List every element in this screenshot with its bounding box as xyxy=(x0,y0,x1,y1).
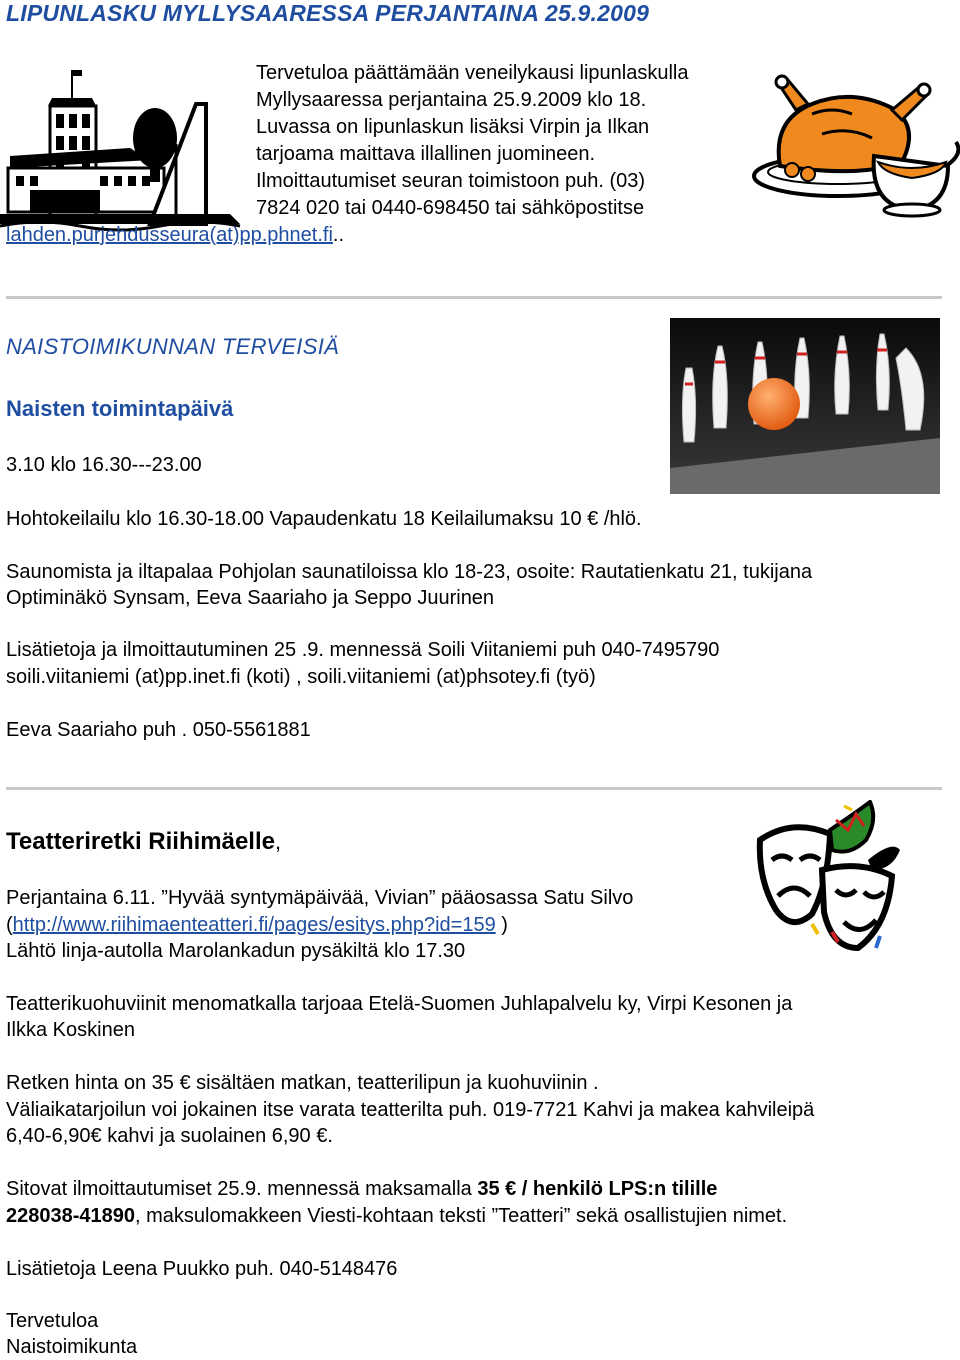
theatre-link[interactable]: http://www.riihimaenteatteri.fi/pages/esitys.php?id=159 xyxy=(12,914,496,936)
theatre-heading-suffix: , xyxy=(275,829,282,854)
intro-email-line xyxy=(6,222,344,248)
intro-line: Luvassa on lipunlaskun lisäksi Virpin ja Ilkan xyxy=(256,116,650,138)
theatre-sparkling-line: Teatterikuohuviinit menomatkalla tarjoaa Etelä-Suomen Juhlapalvelu ky, Virpi Kesonen ja xyxy=(6,993,793,1015)
theatre-heading xyxy=(6,828,281,856)
theatre-price-line: 6,40-6,90€ kahvi ja suolainen 6,90 €. xyxy=(6,1125,333,1147)
women-subheading: Naisten toimintapäivä xyxy=(6,396,234,421)
payment-text: Sitovat ilmoittautumiset 25.9. mennessä maksamalla xyxy=(6,1178,478,1200)
closing-welcome: Tervetuloa xyxy=(6,1310,99,1332)
payment-amount: 35 € / henkilö LPS:n tilille xyxy=(477,1178,718,1200)
theatre-heading-text: Teatteriretki Riihimäelle xyxy=(6,828,275,855)
closing-signature: Naistoimikunta xyxy=(6,1336,138,1358)
theatre-price-line: Väliaikatarjoilun voi jokainen itse varata teatterilta puh. 019-7721 Kahvi ja makea kahvileipä xyxy=(6,1099,815,1121)
intro-line: Myllysaaressa perjantaina 25.9.2009 klo 18. xyxy=(256,89,647,111)
intro-line: Tervetuloa päättämään veneilykausi lipunlaskulla xyxy=(256,62,689,84)
page-title: LIPUNLASKU MYLLYSAARESSA PERJANTAINA 25.9.2009 xyxy=(6,0,650,26)
section-divider xyxy=(6,296,942,299)
clubhouse-illustration xyxy=(0,64,260,232)
payment-instructions: , maksulomakkeen Viesti-kohtaan teksti ”Teatteri” sekä osallistujien nimet. xyxy=(135,1205,788,1227)
theatre-masks-illustration xyxy=(752,800,902,958)
intro-line: tarjoama maittava illallinen juomineen. xyxy=(256,143,596,165)
women-sauna-line: Saunomista ja iltapalaa Pohjolan saunatiloissa klo 18-23, osoite: Rautatienkatu 21, tukijana xyxy=(6,561,813,583)
intro-line: 7824 020 tai 0440-698450 tai sähköpostitse xyxy=(256,197,645,219)
women-bowling: Hohtokeilailu klo 16.30-18.00 Vapaudenkatu 18 Keilailumaksu 10 € /hlö. xyxy=(6,508,642,530)
theatre-link-line xyxy=(6,912,508,938)
women-date: 3.10 klo 16.30---23.00 xyxy=(6,454,202,476)
theatre-more-info: Lisätietoja Leena Puukko puh. 040-5148476 xyxy=(6,1258,398,1280)
theatre-departure: Lähtö linja-autolla Marolankadun pysäkiltä klo 17.30 xyxy=(6,940,466,962)
theatre-account-line xyxy=(6,1203,787,1229)
women-info-line: soili.viitaniemi (at)pp.inet.fi (koti) , soili.viitaniemi (at)phsotey.fi (työ) xyxy=(6,666,596,688)
theatre-payment-line xyxy=(6,1176,717,1202)
turkey-illustration xyxy=(752,70,960,220)
bowling-photo xyxy=(670,318,940,494)
section-divider xyxy=(6,787,942,790)
link-paren-close: ) xyxy=(495,914,508,936)
link-paren-open: ( xyxy=(6,914,13,936)
intro-line: Ilmoittautumiset seuran toimistoon puh. (03) xyxy=(256,170,646,192)
women-info-line: Lisätietoja ja ilmoittautuminen 25 .9. mennessä Soili Viitaniemi puh 040-7495790 xyxy=(6,639,720,661)
women-section-heading: NAISTOIMIKUNNAN TERVEISIÄ xyxy=(6,334,340,359)
email-link[interactable]: lahden.purjehdusseura(at)pp.phnet.fi xyxy=(6,224,333,246)
women-sauna-line: Optiminäkö Synsam, Eeva Saariaho ja Seppo Juurinen xyxy=(6,587,495,609)
women-contact: Eeva Saariaho puh . 050-5561881 xyxy=(6,719,311,741)
theatre-price-line: Retken hinta on 35 € sisältäen matkan, teatterilipun ja kuohuviinin . xyxy=(6,1072,599,1094)
theatre-sparkling-line: Ilkka Koskinen xyxy=(6,1019,135,1041)
email-suffix: .. xyxy=(332,224,345,246)
theatre-line1: Perjantaina 6.11. ”Hyvää syntymäpäivää, Vivian” pääosassa Satu Silvo xyxy=(6,887,634,909)
account-number: 228038-41890 xyxy=(6,1205,136,1227)
